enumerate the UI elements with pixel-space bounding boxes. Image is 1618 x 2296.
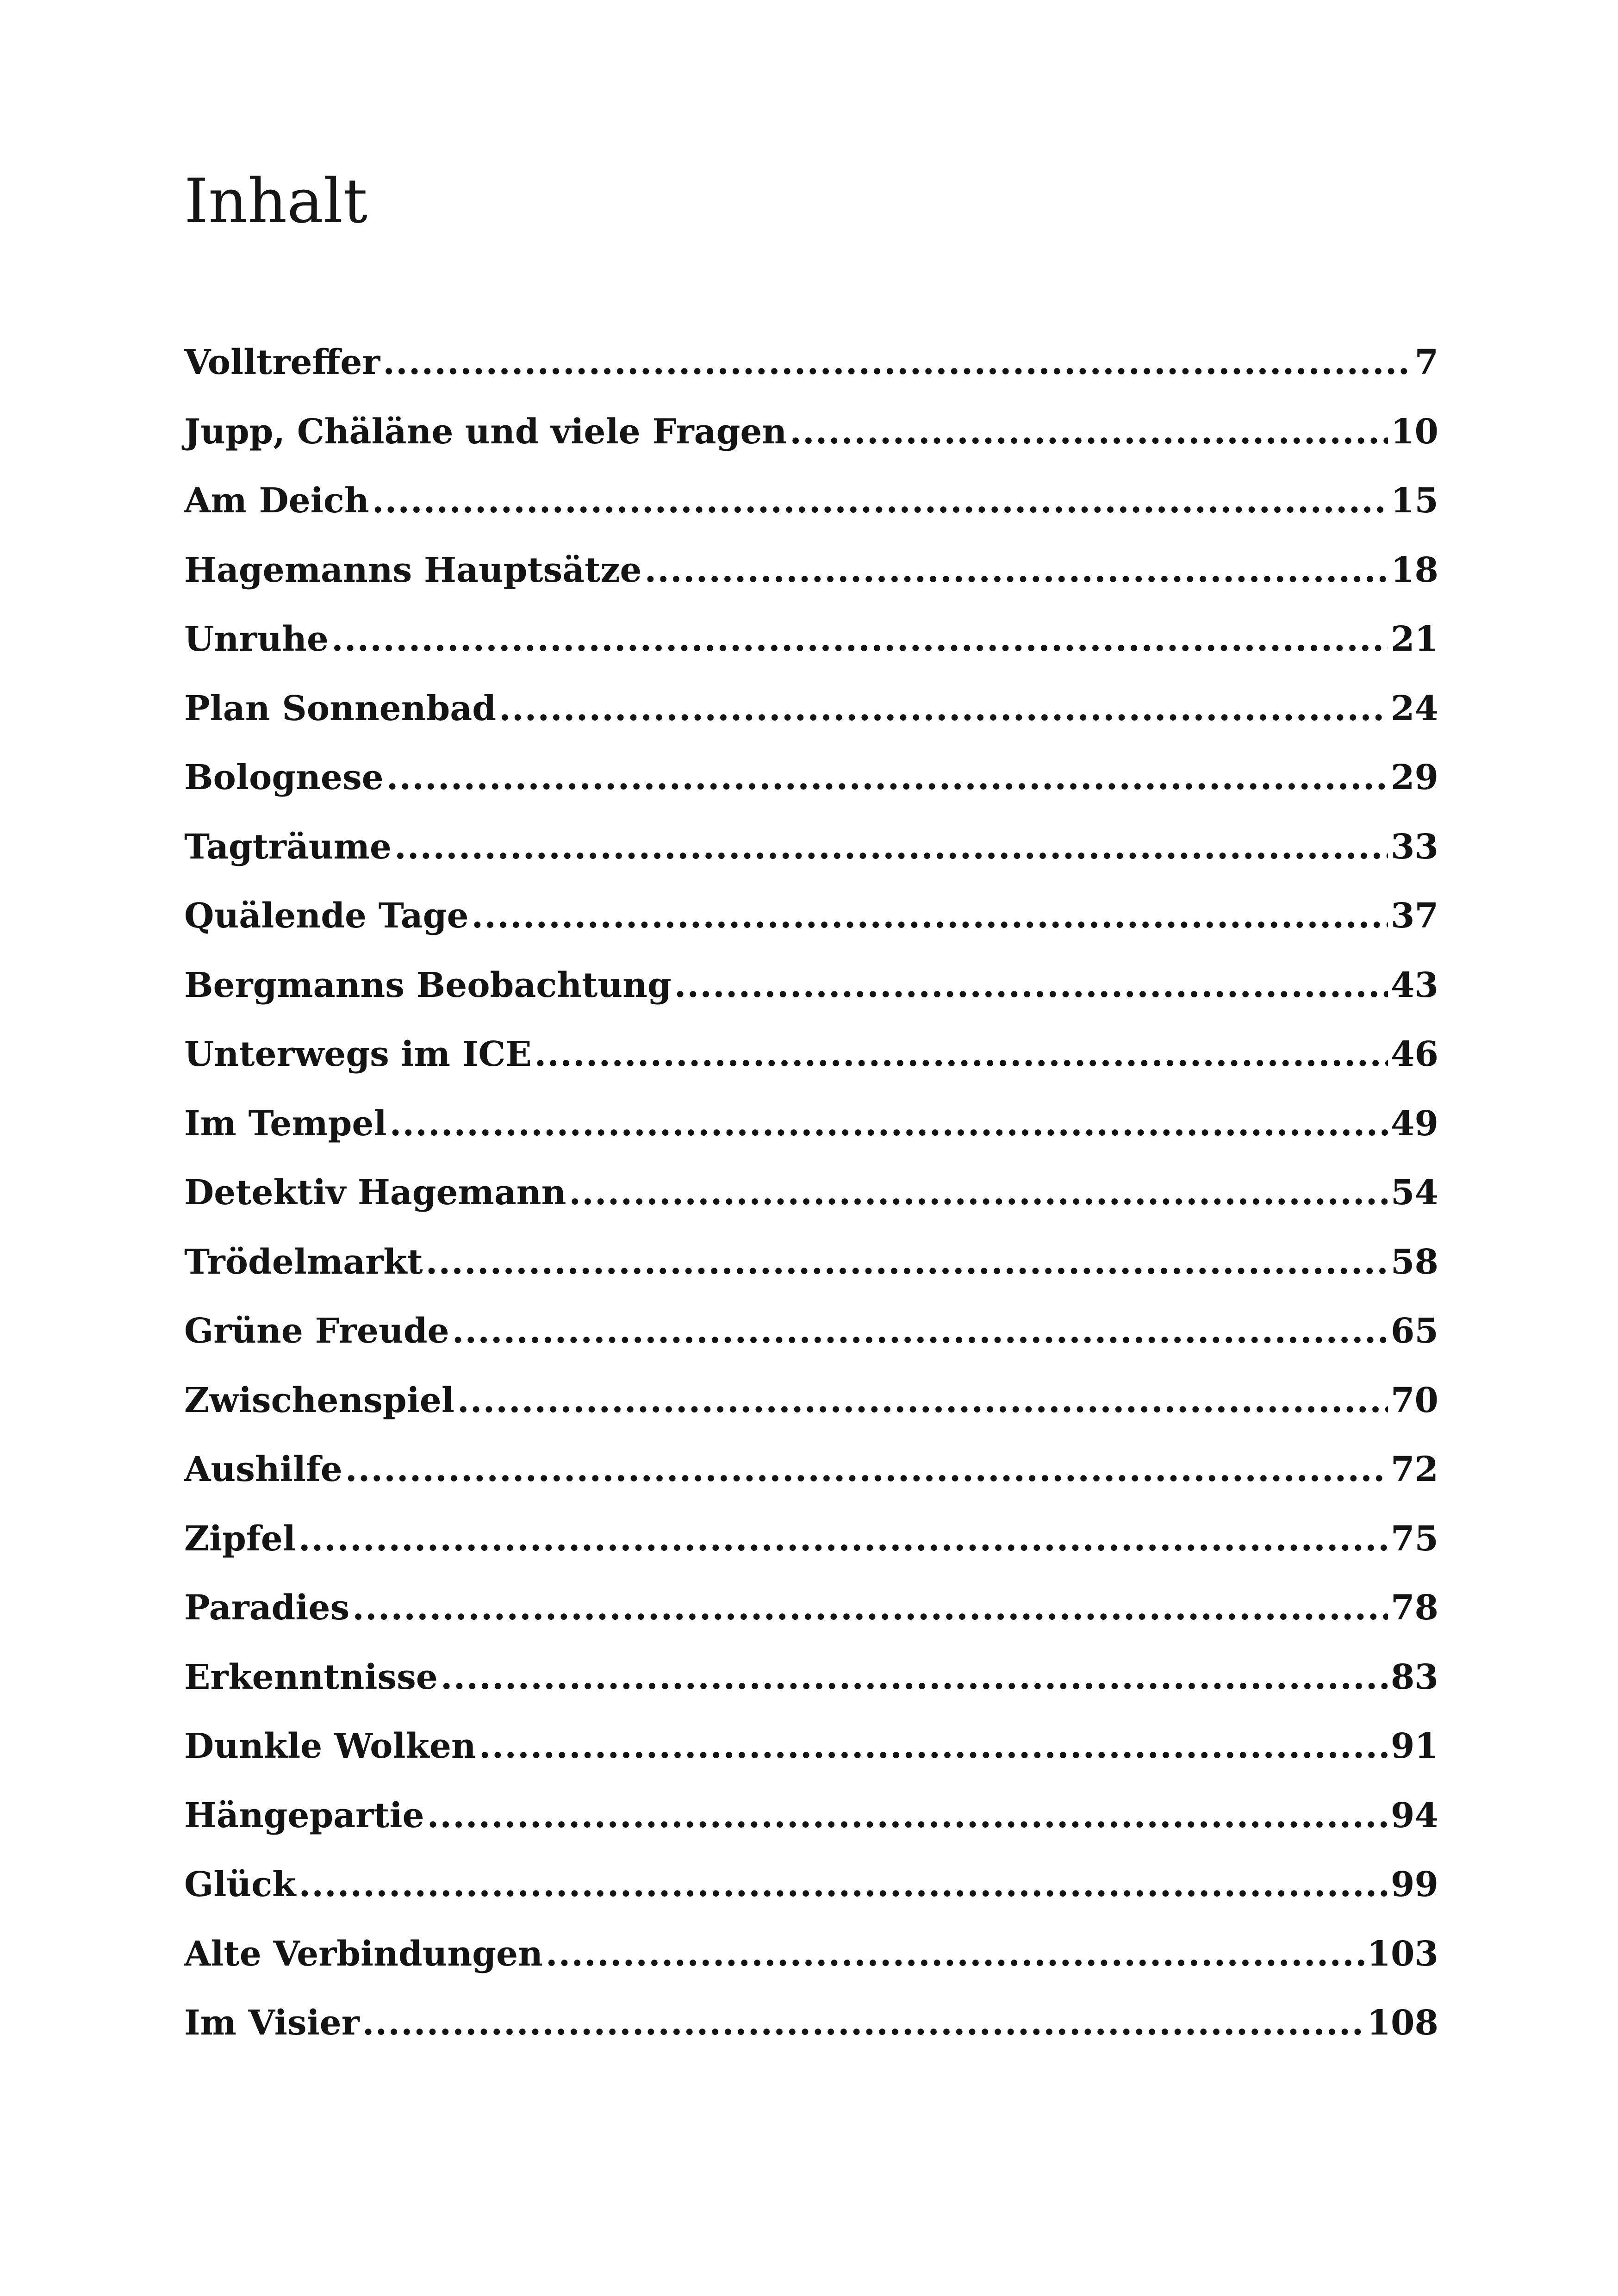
toc-entry-page: 10	[1391, 411, 1438, 452]
toc-dot-leader	[427, 1792, 1388, 1839]
toc-entry-page: 18	[1391, 550, 1438, 590]
toc-entry-title: Zipfel	[184, 1518, 296, 1559]
toc-entry-title: Am Deich	[184, 481, 369, 521]
toc-entry-title: Hängepartie	[184, 1795, 424, 1836]
toc-entry[interactable]	[184, 1723, 1438, 1792]
toc-entry-page: 78	[1391, 1588, 1438, 1628]
toc-entry-title: Unruhe	[184, 619, 329, 659]
toc-entry-page: 37	[1391, 896, 1438, 936]
toc-dot-leader	[345, 1446, 1388, 1493]
toc-entry[interactable]	[184, 1377, 1438, 1447]
toc-entry[interactable]	[184, 1239, 1438, 1308]
toc-dot-leader	[394, 824, 1388, 870]
toc-entry-page: 99	[1391, 1865, 1438, 1904]
toc-entry[interactable]	[184, 478, 1438, 547]
toc-entry-page: 94	[1391, 1795, 1438, 1836]
toc-dot-leader	[472, 893, 1388, 939]
toc-entry-title: Erkenntnisse	[184, 1657, 438, 1697]
toc-entry-title: Bolognese	[184, 758, 384, 797]
toc-entry[interactable]	[184, 1792, 1438, 1862]
page-title: Inhalt	[184, 166, 368, 237]
toc-dot-leader	[535, 1031, 1388, 1077]
toc-dot-leader	[383, 339, 1412, 386]
toc-dot-leader	[331, 616, 1388, 662]
toc-entry-title: Grüne Freude	[184, 1311, 449, 1351]
toc-dot-leader	[299, 1516, 1388, 1562]
toc-dot-leader	[386, 754, 1388, 801]
toc-entry-title: Detektiv Hagemann	[184, 1173, 566, 1213]
toc-dot-leader	[674, 962, 1388, 1008]
toc-entry-page: 72	[1391, 1450, 1438, 1489]
toc-dot-leader	[441, 1654, 1388, 1700]
toc-entry-title: Alte Verbindungen	[184, 1934, 543, 1974]
toc-dot-leader	[457, 1377, 1388, 1424]
toc-entry[interactable]	[184, 1516, 1438, 1585]
toc-entry-title: Volltreffer	[184, 342, 380, 382]
toc-dot-leader	[426, 1239, 1388, 1285]
toc-entry[interactable]	[184, 1931, 1438, 2000]
toc-entry[interactable]	[184, 893, 1438, 962]
toc-entry-page: 65	[1391, 1311, 1438, 1351]
toc-entry-page: 108	[1367, 2003, 1438, 2043]
toc-entry-title: Hagemanns Hauptsätze	[184, 550, 642, 590]
toc-entry-page: 58	[1391, 1242, 1438, 1282]
toc-entry-page: 46	[1391, 1034, 1438, 1074]
toc-entry-title: Glück	[184, 1865, 296, 1904]
toc-entry[interactable]	[184, 616, 1438, 685]
toc-entry-page: 43	[1391, 965, 1438, 1005]
toc-entry-title: Jupp, Chäläne und viele Fragen	[184, 411, 787, 452]
toc-entry-page: 70	[1391, 1380, 1438, 1420]
toc-entry-page: 29	[1391, 758, 1438, 797]
toc-entry-page: 7	[1414, 342, 1438, 382]
toc-entry-page: 49	[1391, 1103, 1438, 1144]
toc-entry[interactable]	[184, 1654, 1438, 1724]
toc-entry[interactable]	[184, 339, 1438, 409]
toc-dot-leader	[452, 1308, 1388, 1354]
toc-entry[interactable]	[184, 1308, 1438, 1377]
toc-entry-title: Plan Sonnenbad	[184, 688, 496, 728]
toc-entry-title: Tagträume	[184, 827, 392, 867]
toc-entry-page: 15	[1391, 481, 1438, 521]
toc-entry[interactable]	[184, 754, 1438, 824]
toc-entry-title: Paradies	[184, 1588, 350, 1628]
toc-entry[interactable]	[184, 1031, 1438, 1101]
toc-dot-leader	[644, 547, 1388, 593]
toc-entry[interactable]	[184, 547, 1438, 616]
toc-dot-leader	[499, 685, 1388, 732]
toc-entry[interactable]	[184, 685, 1438, 755]
toc-dot-leader	[479, 1723, 1388, 1769]
toc-entry[interactable]	[184, 1585, 1438, 1654]
toc-dot-leader	[299, 1861, 1388, 1908]
toc-entry-page: 75	[1391, 1518, 1438, 1559]
toc-entry[interactable]	[184, 1170, 1438, 1239]
toc-entry-title: Dunkle Wolken	[184, 1726, 476, 1766]
toc-entry-title: Im Visier	[184, 2003, 360, 2043]
toc-entry-page: 91	[1391, 1726, 1438, 1766]
toc-dot-leader	[790, 409, 1388, 455]
toc-entry[interactable]	[184, 824, 1438, 893]
table-of-contents	[184, 339, 1438, 2069]
toc-entry-page: 54	[1391, 1173, 1438, 1213]
toc-dot-leader	[390, 1101, 1388, 1147]
toc-entry-page: 33	[1391, 827, 1438, 867]
toc-entry-title: Trödelmarkt	[184, 1242, 423, 1282]
toc-dot-leader	[352, 1585, 1388, 1631]
toc-entry-title: Bergmanns Beobachtung	[184, 965, 672, 1005]
toc-entry[interactable]	[184, 962, 1438, 1032]
toc-entry-title: Unterwegs im ICE	[184, 1034, 532, 1074]
toc-entry[interactable]	[184, 1861, 1438, 1931]
toc-dot-leader	[546, 1931, 1364, 1977]
toc-entry-page: 21	[1391, 619, 1438, 659]
toc-entry-title: Zwischenspiel	[184, 1380, 454, 1420]
toc-entry-title: Im Tempel	[184, 1103, 387, 1144]
toc-entry[interactable]	[184, 2000, 1438, 2069]
toc-entry-title: Quälende Tage	[184, 896, 469, 936]
toc-entry[interactable]	[184, 409, 1438, 478]
toc-dot-leader	[372, 478, 1388, 524]
toc-entry-page: 103	[1367, 1934, 1438, 1974]
toc-entry-page: 24	[1391, 688, 1438, 728]
toc-entry[interactable]	[184, 1446, 1438, 1516]
toc-entry-title: Aushilfe	[184, 1450, 342, 1489]
toc-entry-page: 83	[1391, 1657, 1438, 1697]
toc-dot-leader	[362, 2000, 1364, 2046]
toc-dot-leader	[569, 1170, 1388, 1216]
toc-entry[interactable]	[184, 1101, 1438, 1170]
